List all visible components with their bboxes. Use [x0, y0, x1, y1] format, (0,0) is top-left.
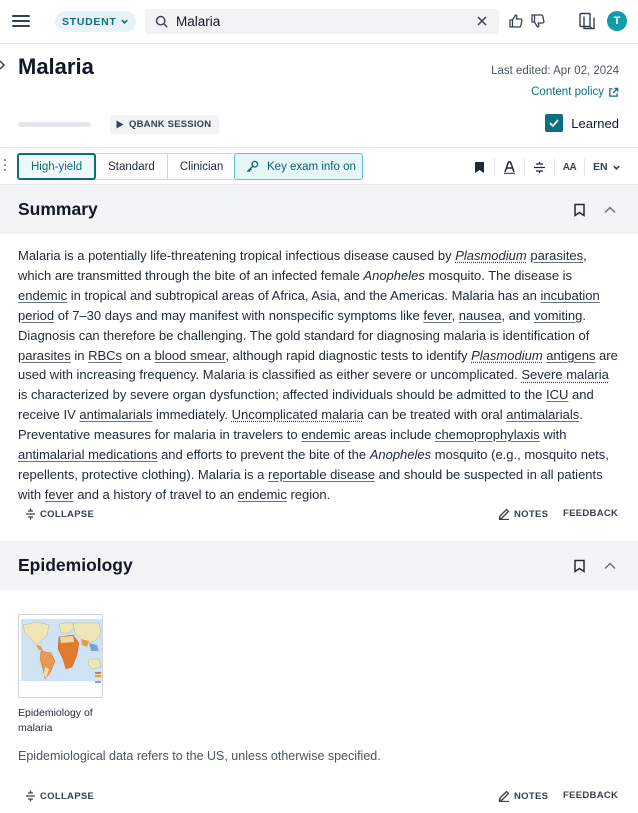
top-bar	[0, 0, 638, 44]
thumbs-down-icon[interactable]	[530, 13, 546, 29]
epidemiology-map-image[interactable]	[18, 614, 103, 698]
article-toolbar	[0, 147, 638, 185]
term-link[interactable]: fever	[423, 307, 452, 323]
notes-label: NOTES	[514, 790, 549, 802]
pencil-icon	[498, 508, 510, 520]
highlight-button[interactable]	[495, 158, 525, 176]
external-link-icon	[608, 87, 619, 98]
term-link[interactable]: chemoprophylaxis	[434, 427, 540, 443]
term-link[interactable]: parasites	[18, 347, 71, 363]
mode-standard[interactable]: Standard	[96, 154, 168, 179]
mode-high-yield[interactable]: High-yield	[17, 153, 96, 180]
text-segment: ,	[451, 307, 459, 323]
feedback-button[interactable]: FEEDBACK	[563, 790, 619, 801]
term-link[interactable]: Plasmodium	[455, 248, 527, 263]
last-edited: Last edited: Apr 02, 2024	[491, 65, 619, 77]
feedback-button[interactable]: FEEDBACK	[563, 508, 619, 519]
epidemiology-note: Epidemiological data refers to the US, unless otherwise specified.	[18, 749, 381, 763]
tool-icons	[465, 158, 621, 176]
term-link[interactable]: RBCs	[88, 347, 123, 363]
term-link[interactable]: nausea	[458, 307, 502, 323]
learned-label: Learned	[571, 115, 619, 131]
collapse-icon	[25, 508, 36, 520]
progress-bar	[18, 122, 91, 127]
summary-paragraph	[18, 246, 620, 505]
term-link[interactable]: parasites	[530, 248, 584, 263]
term-link[interactable]: antigens	[546, 347, 596, 363]
checkmark-icon	[548, 117, 560, 129]
font-size-label: AA	[562, 161, 577, 173]
term-link[interactable]: endemic	[18, 287, 68, 303]
summary-section-header[interactable]	[0, 185, 638, 234]
text-segment: of 7–30 days and may manifest with nonspecific symptoms like	[54, 307, 424, 323]
chevron-up-icon[interactable]	[603, 560, 617, 572]
term-link[interactable]: Severe malaria	[521, 367, 609, 383]
term-link[interactable]: vomiting	[533, 307, 583, 323]
collapse-label: COLLAPSE	[40, 790, 95, 802]
strikethrough-button[interactable]	[525, 158, 555, 176]
text-segment: with	[539, 427, 567, 443]
term-link[interactable]: reportable disease	[268, 466, 375, 482]
text-segment: mosquito. The disease is	[424, 267, 573, 283]
term-link[interactable]: Plasmodium	[471, 347, 543, 363]
world-map-thumbnail	[19, 615, 103, 698]
content-policy-label: Content policy	[531, 86, 604, 98]
bookmark-outline-icon[interactable]	[573, 559, 586, 573]
term-link[interactable]: ICU	[546, 387, 569, 403]
notes-label: NOTES	[514, 508, 549, 520]
bookmark-icon	[474, 161, 485, 174]
strikethrough-icon	[533, 161, 546, 174]
thumbs-up-icon[interactable]	[508, 13, 524, 29]
text-segment: in	[70, 347, 89, 363]
text-segment: , which are transmitted through the bite of an infected female	[18, 248, 587, 283]
font-size-button[interactable]	[555, 158, 585, 176]
text-segment: in tropical and subtropical areas of Africa, Asia, and the Americas. Malaria has an	[67, 287, 541, 303]
highlighter-icon	[503, 160, 516, 174]
qbank-session-button[interactable]	[110, 115, 219, 134]
mode-clinician[interactable]: Clinician	[168, 154, 235, 179]
collapse-button[interactable]	[25, 790, 94, 802]
epidemiology-section-header[interactable]	[0, 541, 638, 590]
library-icon[interactable]	[577, 11, 597, 31]
text-segment: on a	[122, 347, 155, 363]
term-link[interactable]: antimalarials	[506, 407, 580, 423]
language-dropdown[interactable]	[585, 161, 621, 173]
term-link[interactable]: blood smear	[154, 347, 226, 363]
bookmark-button[interactable]	[465, 158, 495, 176]
notes-button[interactable]	[498, 508, 548, 520]
qbank-label: QBANK SESSION	[129, 119, 212, 130]
search-icon	[155, 15, 169, 29]
key-exam-label: Key exam info on	[267, 160, 356, 173]
page-title: Malaria	[18, 54, 94, 79]
text-segment: , although rapid diagnostic tests to identify	[225, 347, 472, 363]
text-segment: can be treated with oral	[363, 407, 507, 423]
chevron-down-icon	[120, 17, 129, 26]
drag-handle-icon[interactable]	[3, 158, 7, 172]
mode-selector	[17, 153, 236, 180]
summary-footer	[0, 508, 638, 528]
collapse-icon	[25, 790, 36, 802]
text-segment: . Preventative measures for malaria in travelers to	[18, 407, 583, 443]
term-link[interactable]: incubation period	[18, 287, 600, 323]
text-segment: . Diagnosis can therefore be challenging. The gold standard for diagnosing malaria is identification of	[18, 307, 590, 343]
notes-button[interactable]	[498, 790, 548, 802]
key-icon	[246, 160, 259, 173]
play-icon	[116, 120, 124, 129]
role-label: STUDENT	[62, 15, 117, 28]
text-segment: Malaria is a potentially life-threatening tropical infectious disease caused by	[18, 248, 456, 263]
learned-checkbox[interactable]	[545, 114, 563, 132]
text-segment: are used with increasing frequency. Malaria is classified as either severe or uncomplicated.	[18, 347, 618, 383]
chevron-up-icon[interactable]	[603, 204, 617, 216]
text-segment: is characterized by severe organ dysfunction; affected individuals should be admitted to the	[18, 387, 547, 403]
map-caption: Epidemiology of malaria	[18, 707, 93, 734]
term-link[interactable]: endemic	[237, 486, 287, 502]
chevron-down-icon	[612, 163, 621, 172]
search-input[interactable]	[176, 14, 456, 29]
collapse-button[interactable]	[25, 508, 94, 520]
text-segment: , and	[501, 307, 534, 323]
role-dropdown[interactable]	[55, 11, 136, 32]
text-segment: Anopheles	[369, 447, 432, 463]
key-exam-toggle[interactable]	[234, 153, 363, 180]
collapse-label: COLLAPSE	[40, 508, 95, 520]
avatar[interactable]: T	[607, 11, 627, 31]
search-bar	[145, 9, 499, 34]
text-segment: mosquito (e.g., mosquito nets, repellents, protective clothing). Malaria is a	[18, 447, 609, 482]
chevron-right-icon[interactable]	[0, 58, 10, 72]
text-segment: and a history of travel to an	[73, 486, 238, 502]
term-link[interactable]: fever	[44, 486, 74, 502]
content-policy-link[interactable]	[531, 86, 619, 98]
term-link[interactable]: endemic	[301, 427, 351, 443]
epidemiology-footer	[0, 790, 638, 810]
learned-toggle[interactable]	[545, 114, 619, 132]
text-segment: Anopheles	[363, 267, 425, 283]
pencil-icon	[498, 790, 510, 802]
text-segment: and efforts to prevent the bite of the	[157, 447, 370, 463]
hamburger-menu-icon[interactable]	[12, 12, 30, 30]
text-segment: and should be suspected in all patients with	[18, 466, 603, 502]
text-segment: and receive IV	[18, 387, 594, 423]
text-segment: immediately.	[152, 407, 232, 423]
epidemiology-heading: Epidemiology	[18, 555, 133, 575]
bookmark-outline-icon[interactable]	[573, 203, 586, 217]
summary-heading: Summary	[18, 199, 98, 219]
term-link[interactable]: Uncomplicated malaria	[231, 407, 364, 423]
term-link[interactable]: antimalarials	[79, 407, 153, 423]
clear-search-icon[interactable]	[475, 14, 489, 28]
text-segment: areas include	[350, 427, 435, 443]
text-segment: region.	[286, 486, 331, 502]
language-label: EN	[593, 161, 608, 173]
term-link[interactable]: antimalarial medications	[18, 447, 158, 463]
